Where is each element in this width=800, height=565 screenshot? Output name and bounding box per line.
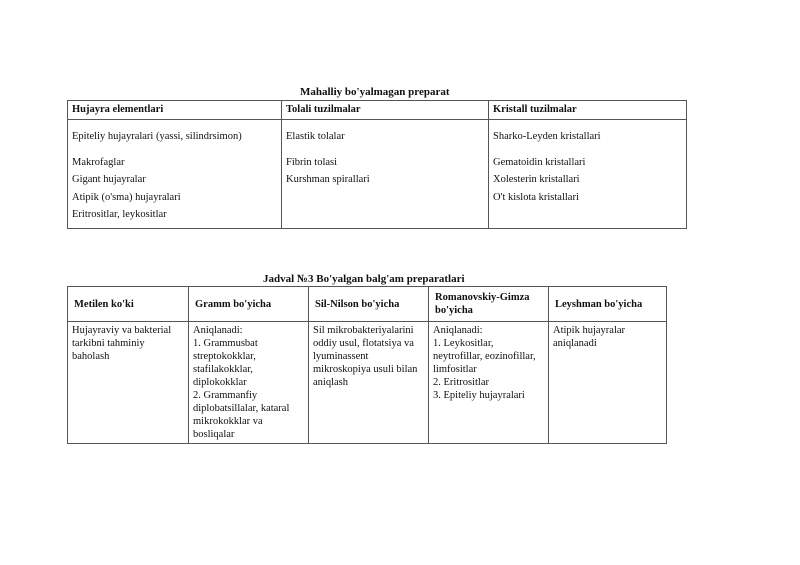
table2-cell-ziehl-neelsen — [309, 322, 429, 444]
table2-cell-text: Sil mikrobakteriyalarini oddiy usul, flotatsiya va lyuminassent mikroskopiya usuli bilan aniqlash — [313, 325, 418, 388]
table1-item: Fibrin tolasi — [286, 156, 338, 168]
table1-title: Mahalliy bo'yalmagan preparat — [300, 86, 450, 98]
table1-item: Kurshman spirallari — [286, 174, 370, 185]
table1-item: Xolesterin kristallari — [493, 174, 580, 185]
table2-cell-methylene-blue — [68, 322, 189, 444]
table1-header-cell-elements: Hujayra elementlari — [68, 101, 282, 120]
table1-item: Sharko-Leyden kristallari — [493, 131, 601, 142]
table1-item: Gematoidin kristallari — [493, 156, 586, 168]
table2-cell-romanowsky-giemsa — [429, 322, 549, 444]
table1-item: Makrofaglar — [72, 156, 125, 168]
table1-header-fiber-structures: Tolali tuzilmalar — [282, 101, 489, 120]
table2-header-gram: Gramm bo'yicha — [189, 287, 309, 322]
table2-title: Jadval №3 Bo'yalgan balg'am preparatlari — [263, 273, 465, 285]
table1-header-crystal-structures: Kristall tuzilmalar — [489, 101, 687, 120]
table1-col-fiber-structures — [282, 120, 489, 229]
stained-sputum-table — [67, 286, 667, 444]
table2-header-methylene-blue: Metilen ko'ki — [68, 287, 189, 322]
table2-cell-text: Hujayraviy va bakterial tarkibni tahminiy baholash — [72, 325, 172, 362]
unstained-preparation-table — [67, 100, 687, 229]
table1-item: Elastik tolalar — [286, 131, 345, 142]
table2-header-leishman: Leyshman bo'yicha — [549, 287, 667, 322]
table1-item: O't kislota kristallari — [493, 191, 579, 203]
table1-item: Atipik (o'sma) hujayralari — [72, 191, 181, 203]
table1-item: Epiteliy hujayralari (yassi, silindrsimon) — [72, 131, 242, 142]
table1-item: Gigant hujayralar — [72, 174, 146, 185]
table2-cell-text: Atipik hujayralar aniqlanadi — [553, 325, 626, 349]
table1-col-cell-elements — [68, 120, 282, 229]
table2-header-romanowsky-giemsa: Romanovskiy-Gimza bo'yicha — [429, 287, 549, 322]
table2-cell-text: Aniqlanadi: 1. Grammusbat streptokokklar, stafilakokklar, diplokokklar 2. Grammanfiy diplobatsillalar, kataral mikrokokklar va bosliqalar — [193, 325, 290, 440]
table1-item: Eritrositlar, leykositlar — [72, 209, 167, 220]
table2-cell-leishman — [549, 322, 667, 444]
table2-cell-gram — [189, 322, 309, 444]
table2-cell-text: Aniqlanadi: 1. Leykositlar, neytrofillar, eozinofillar, limfositlar 2. Eritrositlar 3. Epiteliy hujayralari — [433, 325, 536, 401]
table1-col-crystal-structures — [489, 120, 687, 229]
table2-header-ziehl-neelsen: Sil-Nilson bo'yicha — [309, 287, 429, 322]
